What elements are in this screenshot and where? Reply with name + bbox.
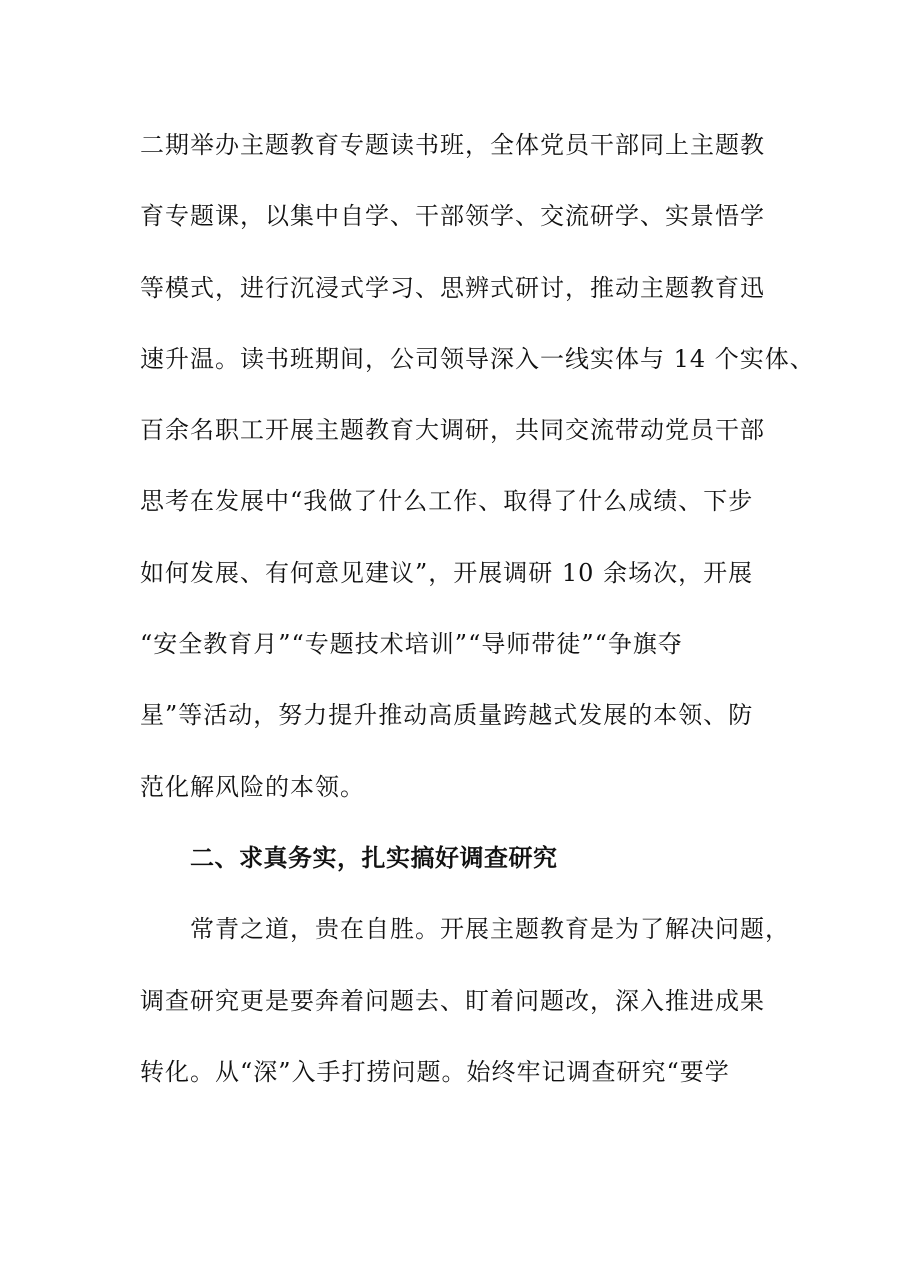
paragraph-line: 范化解风险的本领。 bbox=[140, 772, 365, 801]
paragraph-line: 育专题课，以集中自学、干部领学、交流研学、实景悟学 bbox=[140, 202, 765, 231]
paragraph-line: 思考在发展中“我做了什么工作、取得了什么成绩、下步 bbox=[140, 487, 754, 516]
paragraph-line: 等模式，进行沉浸式学习、思辨式研讨，推动主题教育迅 bbox=[140, 273, 765, 302]
paragraph-line: 如何发展、有何意见建议”，开展调研 10 余场次，开展 bbox=[140, 558, 754, 587]
paragraph-line: 速升温。读书班期间，公司领导深入一线实体与 14 个实体、 bbox=[140, 344, 815, 373]
paragraph-line: 二期举办主题教育专题读书班，全体党员干部同上主题教 bbox=[140, 131, 765, 159]
paragraph-line: 转化。从“深”入手打捞问题。始终牢记调查研究“要学 bbox=[140, 1057, 730, 1086]
section-heading: 二、求真务实，扎实搞好调查研究 bbox=[190, 843, 558, 872]
paragraph-line: “安全教育月”“专题技术培训”“导师带徒”“争旗夺 bbox=[140, 630, 683, 659]
paragraph-line: 百余名职工开展主题教育大调研，共同交流带动党员干部 bbox=[140, 416, 765, 445]
document-body bbox=[140, 123, 815, 1121]
paragraph-line: 常青之道，贵在自胜。开展主题教育是为了解决问题， bbox=[190, 915, 790, 944]
paragraph-line: 星”等活动，努力提升推动高质量跨越式发展的本领、防 bbox=[140, 701, 754, 730]
paragraph-line: 调查研究更是要奔着问题去、盯着问题改，深入推进成果 bbox=[140, 986, 765, 1015]
